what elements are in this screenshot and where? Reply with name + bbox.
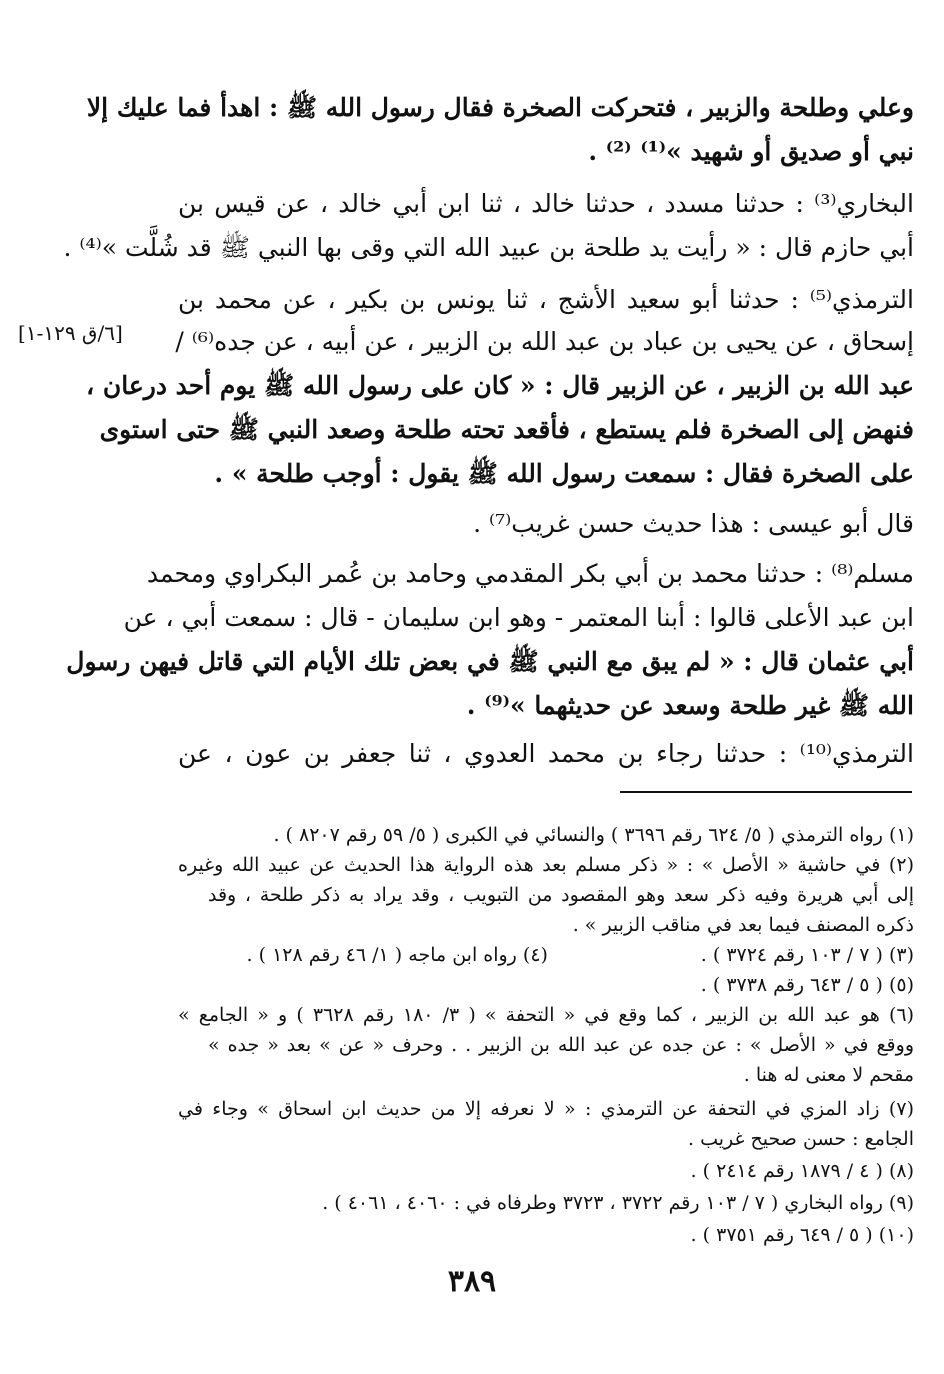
footnote-6-line-2: ووقع في « الأصل » : عن جده عن عبد الله بن الزبير . . وحرف « عن » بعد « جده » <box>208 1034 914 1056</box>
body-line-6: إسحاق ، عن يحيى بن عباد بن عبد الله بن الزبير ، عن أبيه ، عن جده⁽⁶⁾ / <box>175 327 914 356</box>
footnote-8: (٨) ( ٤ / ١٨٧٩ رقم ٢٤١٤ ) . <box>690 1160 914 1182</box>
body-line-11: مسلم⁽⁸⁾ : حدثنا محمد بن أبي بكر المقدمي وحامد بن عُمر البكراوي ومحمد <box>146 559 914 588</box>
body-line-10: قال أبو عيسى : هذا حديث حسن غريب⁽⁷⁾ . <box>473 509 914 538</box>
manuscript-folio-reference: [٦/ق ١٢٩-١] <box>18 321 123 345</box>
footnote-5: (٥) ( ٥ / ٦٤٣ رقم ٣٧٣٨ ) . <box>700 974 914 996</box>
body-line-5: الترمذي⁽⁵⁾ : حدثنا أبو سعيد الأشج ، ثنا يونس بن بكير ، عن محمد بن <box>178 285 914 314</box>
body-line-8: فنهض إلى الصخرة فلم يستطع ، فأقعد تحته طلحة وصعد النبي ﷺ حتى استوى <box>99 415 914 444</box>
page-number: ٣٨٩ <box>447 1264 497 1299</box>
footnote-1: (١) رواه الترمذي ( ٥/ ٦٢٤ رقم ٣٦٩٦ ) والنسائي في الكبرى ( ٥/ ٥٩ رقم ٨٢٠٧ ) . <box>273 824 914 846</box>
body-line-3: البخاري⁽³⁾ : حدثنا مسدد ، حدثنا خالد ، ثنا ابن أبي خالد ، عن قيس بن <box>178 189 914 218</box>
body-line-14: الله ﷺ غير طلحة وسعد عن حديثهما »⁽⁹⁾ . <box>466 691 914 720</box>
footnote-6-line-3: مقحم لا معنى له هنا . <box>743 1064 914 1086</box>
footnote-separator <box>620 791 912 793</box>
footnote-7-line-2: الجامع : حسن صحيح غريب . <box>688 1128 914 1150</box>
footnote-3: (٣) ( ٧ / ١٠٣ رقم ٣٧٢٤ ) . <box>700 944 914 966</box>
body-line-7: عبد الله بن الزبير ، عن الزبير قال : « كان على رسول الله ﷺ يوم أحد درعان ، <box>86 371 914 400</box>
footnote-9: (٩) رواه البخاري ( ٧ / ١٠٣ رقم ٣٧٢٢ ، ٣٧٢٣ وطرفاه في : ٤٠٦٠ ، ٤٠٦١ ) . <box>322 1192 914 1214</box>
footnote-2-line-1: (٢) في حاشية « الأصل » : « ذكر مسلم بعد هذه الرواية هذا الحديث عن عبيد الله وغيره <box>178 854 914 876</box>
body-line-1: وعلي وطلحة والزبير ، فتحركت الصخرة فقال رسول الله ﷺ : اهدأ فما عليك إلا <box>86 93 914 122</box>
body-line-2: نبي أو صديق أو شهيد »⁽¹⁾ ⁽²⁾ . <box>588 137 914 166</box>
body-line-15: الترمذي⁽¹⁰⁾ : حدثنا رجاء بن محمد العدوي ، ثنا جعفر بن عون ، عن <box>178 739 914 768</box>
body-line-12: ابن عبد الأعلى قالوا : أبنا المعتمر - وهو ابن سليمان - قال : سمعت أبي ، عن <box>123 603 914 632</box>
footnote-4: (٤) رواه ابن ماجه ( ١/ ٤٦ رقم ١٢٨ ) . <box>246 944 548 966</box>
footnote-10: (١٠) ( ٥ / ٦٤٩ رقم ٣٧٥١ ) . <box>690 1224 914 1246</box>
footnote-7-line-1: (٧) زاد المزي في التحفة عن الترمذي : « لا نعرفه إلا من حديث ابن اسحاق » وجاء في <box>178 1098 914 1120</box>
footnote-6-line-1: (٦) هو عبد الله بن الزبير ، كما وقع في « التحفة » ( ٣/ ١٨٠ رقم ٣٦٢٨ ) و « الجامع » <box>178 1004 915 1026</box>
body-line-4: أبي حازم قال : « رأيت يد طلحة بن عبيد الله التي وقى بها النبي ﷺ قد شُلَّت »⁽⁴⁾ . <box>63 233 914 262</box>
body-line-13: أبي عثمان قال : « لم يبق مع النبي ﷺ في بعض تلك الأيام التي قاتل فيهن رسول <box>66 647 914 676</box>
footnote-2-line-2: إلى أبي هريرة وفيه ذكر سعد وهو المقصود من التبويب ، وقد يراد به ذكر طلحة ، وقد <box>208 884 914 906</box>
footnote-2-line-3: ذكره المصنف فيما بعد في مناقب الزبير » . <box>572 914 914 936</box>
body-line-9: على الصخرة فقال : سمعت رسول الله ﷺ يقول : أوجب طلحة » . <box>214 459 914 488</box>
footnote-row-3-4 <box>178 940 914 970</box>
